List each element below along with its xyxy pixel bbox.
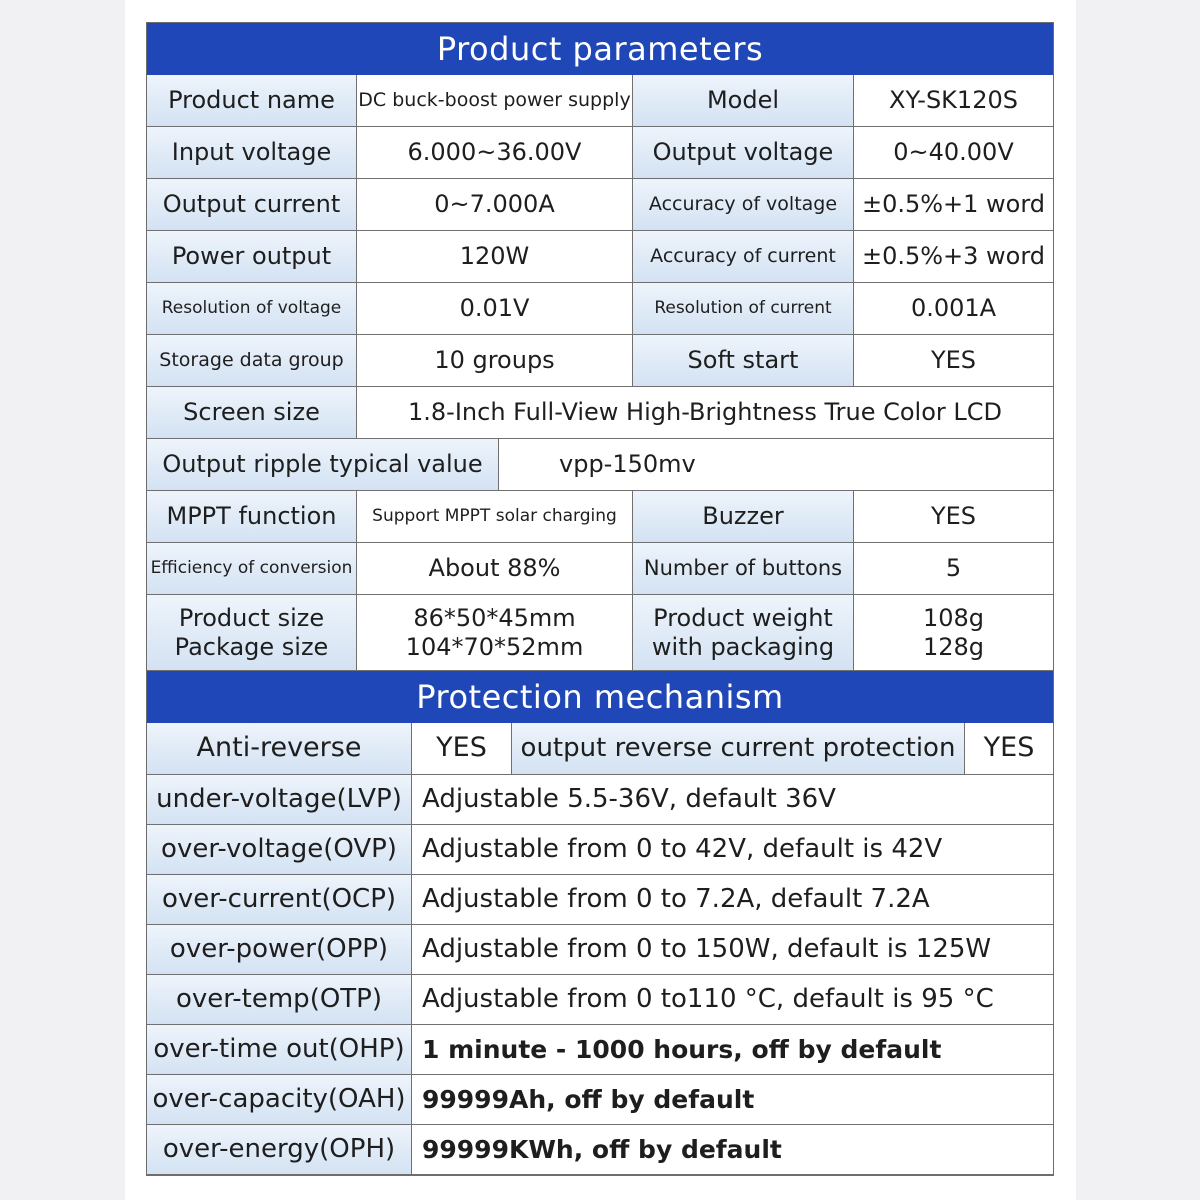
- param-label: [147, 595, 357, 671]
- param-row: [147, 127, 1053, 179]
- param-value: About 88%: [357, 543, 633, 595]
- param-value: XY-SK120S: [854, 75, 1053, 127]
- protection-row: [147, 775, 1053, 825]
- package-size-value: 104*70*52mm: [405, 632, 584, 661]
- param-value: [357, 595, 633, 671]
- param-row: [147, 595, 1053, 671]
- param-value: 0.01V: [357, 283, 633, 335]
- param-value: DC buck-boost power supply: [357, 75, 633, 127]
- protection-value: YES: [412, 723, 512, 775]
- product-parameters-header: Product parameters: [147, 23, 1053, 75]
- param-label: Storage data group: [147, 335, 357, 387]
- protection-label: over-capacity(OAH): [147, 1075, 412, 1125]
- param-label: Buzzer: [633, 491, 854, 543]
- protection-row: [147, 875, 1053, 925]
- packaged-weight-value: 128g: [922, 632, 985, 661]
- protection-row: [147, 723, 1053, 775]
- param-label: Resolution of current: [633, 283, 854, 335]
- param-value: Support MPPT solar charging: [357, 491, 633, 543]
- protection-label: over-temp(OTP): [147, 975, 412, 1025]
- protection-value: Adjustable from 0 to110 °C, default is 95 °C: [412, 975, 1053, 1025]
- protection-label: over-voltage(OVP): [147, 825, 412, 875]
- protection-table: [147, 723, 1053, 1175]
- param-label: [633, 595, 854, 671]
- param-row: [147, 283, 1053, 335]
- param-label: Output ripple typical value: [147, 439, 499, 491]
- product-size-value: 86*50*45mm: [413, 603, 576, 632]
- protection-row: [147, 925, 1053, 975]
- protection-label: over-energy(OPH): [147, 1125, 412, 1175]
- param-label: Power output: [147, 231, 357, 283]
- protection-label: over-time out(OHP): [147, 1025, 412, 1075]
- param-label: Soft start: [633, 335, 854, 387]
- param-value: 6.000~36.00V: [357, 127, 633, 179]
- param-value: 5: [854, 543, 1053, 595]
- protection-row: [147, 1075, 1053, 1125]
- param-row: [147, 387, 1053, 439]
- protection-value: Adjustable from 0 to 42V, default is 42V: [412, 825, 1053, 875]
- param-label: Accuracy of current: [633, 231, 854, 283]
- protection-value: 1 minute - 1000 hours, off by default: [412, 1025, 1053, 1075]
- param-row: [147, 231, 1053, 283]
- param-value: YES: [854, 335, 1053, 387]
- param-label: Product name: [147, 75, 357, 127]
- param-label: Number of buttons: [633, 543, 854, 595]
- protection-mechanism-header: Protection mechanism: [147, 671, 1053, 723]
- protection-label: under-voltage(LVP): [147, 775, 412, 825]
- protection-value: 99999KWh, off by default: [412, 1125, 1053, 1175]
- param-value: ±0.5%+1 word: [854, 179, 1053, 231]
- param-value: 1.8-Inch Full-View High-Brightness True Color LCD: [357, 387, 1053, 439]
- param-value: 0.001A: [854, 283, 1053, 335]
- protection-row: [147, 1125, 1053, 1175]
- protection-row: [147, 975, 1053, 1025]
- param-value: 0~40.00V: [854, 127, 1053, 179]
- param-value: 0~7.000A: [357, 179, 633, 231]
- param-row: [147, 543, 1053, 595]
- param-value: [854, 595, 1053, 671]
- protection-value: Adjustable from 0 to 150W, default is 125W: [412, 925, 1053, 975]
- product-size-label: Product size: [178, 603, 325, 632]
- protection-value: Adjustable from 0 to 7.2A, default 7.2A: [412, 875, 1053, 925]
- param-label: Output voltage: [633, 127, 854, 179]
- param-row: [147, 179, 1053, 231]
- param-value: YES: [854, 491, 1053, 543]
- param-label: Accuracy of voltage: [633, 179, 854, 231]
- product-weight-value: 108g: [922, 603, 985, 632]
- protection-value: Adjustable 5.5-36V, default 36V: [412, 775, 1053, 825]
- param-value: vpp-150mv: [499, 439, 1053, 491]
- protection-label: over-power(OPP): [147, 925, 412, 975]
- spec-table: [146, 22, 1054, 1176]
- param-value: 120W: [357, 231, 633, 283]
- product-weight-label: Product weight: [653, 603, 833, 632]
- protection-label: output reverse current protection: [512, 723, 965, 775]
- param-label: Screen size: [147, 387, 357, 439]
- package-size-label: Package size: [174, 632, 329, 661]
- param-label: Output current: [147, 179, 357, 231]
- param-row: [147, 491, 1053, 543]
- param-value: ±0.5%+3 word: [854, 231, 1053, 283]
- param-row: [147, 335, 1053, 387]
- protection-row: [147, 825, 1053, 875]
- packaged-weight-label: with packaging: [651, 632, 835, 661]
- protection-value: 99999Ah, off by default: [412, 1075, 1053, 1125]
- param-label: Model: [633, 75, 854, 127]
- protection-label: Anti-reverse: [147, 723, 412, 775]
- protection-value: YES: [965, 723, 1053, 775]
- param-value: 10 groups: [357, 335, 633, 387]
- param-label: Resolution of voltage: [147, 283, 357, 335]
- protection-row: [147, 1025, 1053, 1075]
- param-label: Input voltage: [147, 127, 357, 179]
- param-label: MPPT function: [147, 491, 357, 543]
- param-row: [147, 439, 1053, 491]
- param-label: Efficiency of conversion: [147, 543, 357, 595]
- protection-label: over-current(OCP): [147, 875, 412, 925]
- param-row: [147, 75, 1053, 127]
